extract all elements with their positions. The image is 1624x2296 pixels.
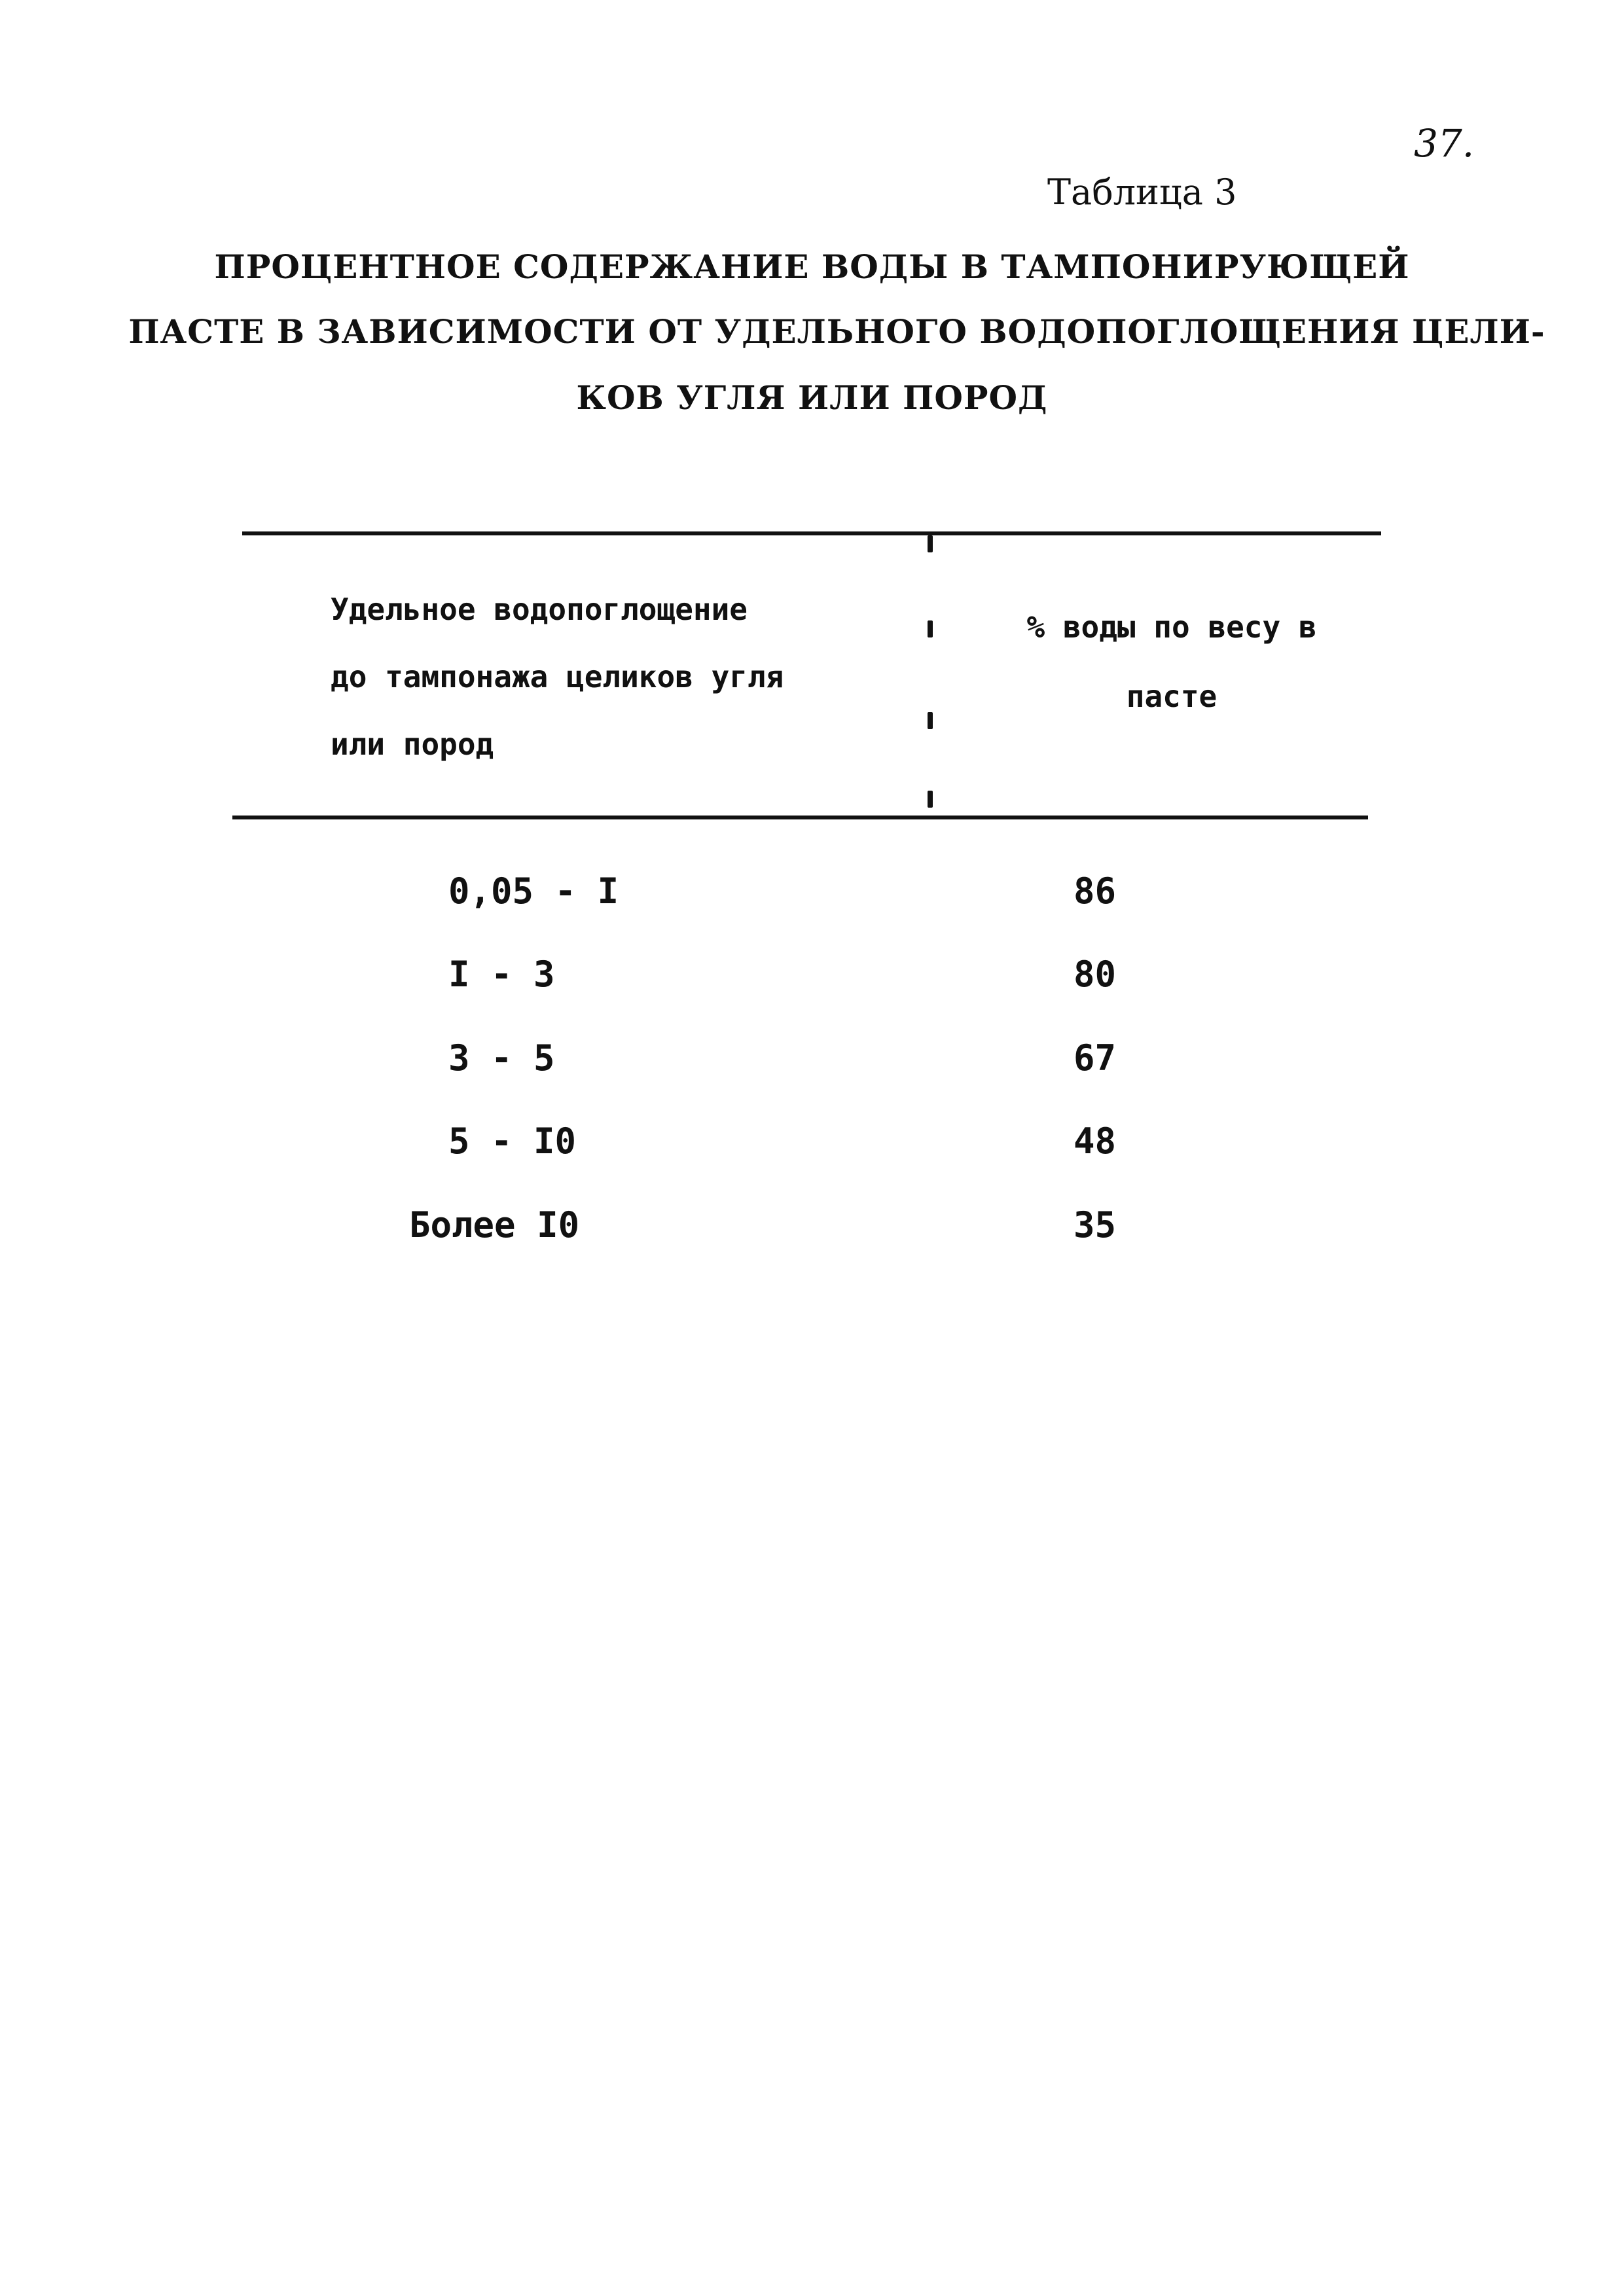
table-top-rule xyxy=(242,531,1381,535)
absorption-range-cell: 0,05 - I xyxy=(448,870,619,912)
table-row xyxy=(0,1204,1624,1257)
table-label: Таблица 3 xyxy=(1047,171,1237,213)
table-title-line-1: ПРОЦЕНТНОЕ СОДЕРЖАНИЕ ВОДЫ В ТАМПОНИРУЮЩЕЙ xyxy=(214,247,1410,286)
absorption-range-cell: 5 - I0 xyxy=(448,1121,577,1162)
water-percent-cell: 80 xyxy=(1074,954,1117,995)
header-water-percent xyxy=(969,592,1375,731)
header-absorption-line: или пород xyxy=(331,726,494,762)
water-percent-cell: 86 xyxy=(1074,870,1117,912)
absorption-range-cell: 3 - 5 xyxy=(448,1037,555,1079)
header-water-line: пасте xyxy=(1126,679,1218,714)
absorption-range-cell: I - 3 xyxy=(448,954,555,995)
water-percent-cell: 67 xyxy=(1074,1037,1117,1079)
header-absorption-line: до тампонажа целиков угля xyxy=(331,659,784,694)
table-row xyxy=(0,870,1624,923)
water-percent-cell: 35 xyxy=(1074,1204,1117,1246)
absorption-range-cell: Более I0 xyxy=(409,1204,580,1246)
table-row xyxy=(0,954,1624,1006)
table-row xyxy=(0,1037,1624,1090)
table-header-rule xyxy=(232,816,1368,819)
header-absorption xyxy=(331,576,893,778)
water-percent-cell: 48 xyxy=(1074,1121,1117,1162)
header-absorption-line: Удельное водопоглощение xyxy=(331,592,748,627)
table-row xyxy=(0,1121,1624,1173)
page-number: 37. xyxy=(1414,121,1475,166)
table-title-line-3: КОВ УГЛЯ ИЛИ ПОРОД xyxy=(576,378,1048,417)
column-separator xyxy=(925,535,937,816)
header-water-line: % воды по весу в xyxy=(1026,609,1317,645)
table-title-line-2: ПАСТЕ В ЗАВИСИМОСТИ ОТ УДЕЛЬНОГО ВОДОПОГЛОЩЕНИЯ ЦЕЛИ- xyxy=(128,312,1545,351)
